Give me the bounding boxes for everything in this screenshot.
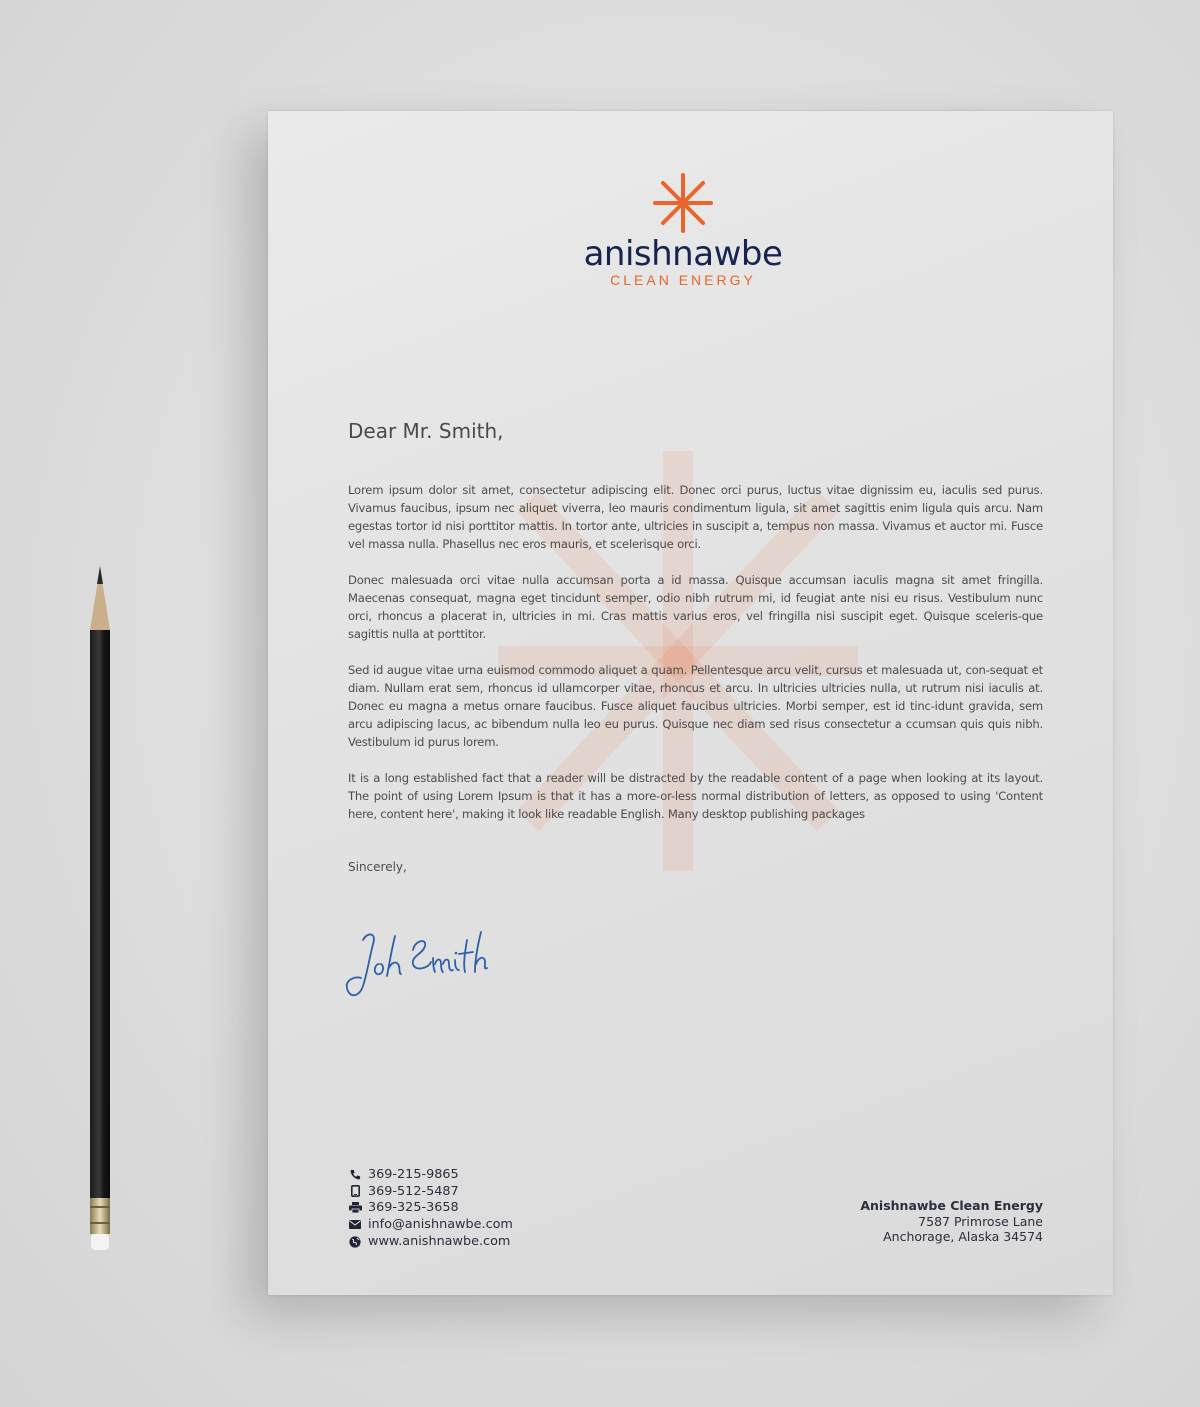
address-street: 7587 Primrose Lane <box>918 1213 1043 1229</box>
letter-closing: Sincerely, <box>348 860 407 874</box>
letter-greeting: Dear Mr. Smith, <box>348 419 504 443</box>
email-icon <box>348 1218 362 1232</box>
contact-list <box>348 1166 513 1250</box>
fax-icon <box>348 1201 362 1215</box>
letter-paragraph: Donec malesuada orci vitae nulla accumsan porta a id massa. Quisque accumsan iaculis magna sit amet fringilla. Maecenas consequat, magna eget tincidunt semper, odio nibh rutrum mi, id feugiat ante nisi eu risus. Vestibulum nunc orci, rhoncus a placerat in, ultricies in mi. Cras mattis varius eros, vel fringilla nisi suscipit eget. Quisque sceleris-que sagittis nulla at porttitor. <box>348 573 1043 641</box>
address-city: Anchorage, Alaska 34574 <box>883 1229 1043 1244</box>
fax-number[interactable]: 369-325-3658 <box>368 1200 459 1216</box>
company-logo <box>568 171 798 288</box>
phone-icon <box>348 1167 362 1181</box>
brand-tagline: CLEAN ENERGY <box>610 272 756 288</box>
pencil-image <box>80 560 130 1280</box>
contact-phone <box>348 1166 513 1183</box>
contact-fax <box>348 1200 513 1217</box>
letter-paragraph: Lorem ipsum dolor sit amet, consectetur adipiscing elit. Donec orci purus, luctus vitae dignissim eu, iaculis sed purus. Vivamus faucibus, ipsum nec aliquet viverra, leo mauris condimentum ligula, sit amet sagittis enim ligula quis arcu. Nam egestas tortor id nisi porttitor mattis. In tortor ante, ultricies in suscipit a, tempus non massa. Vivamus et auctor mi. Fusce vel massa nulla. Phasellus nec eros mauris, et scelerisque orci. <box>348 483 1043 551</box>
contact-website <box>348 1233 513 1250</box>
letter-paragraph: It is a long established fact that a reader will be distracted by the readable content of a page when looking at its layout. The point of using Lorem Ipsum is that it has a more-or-less normal distribution of letters, as opposed to using 'Content here, content here', making it look like readable English. Many desktop publishing packages <box>348 771 1043 821</box>
email-address[interactable]: info@anishnawbe.com <box>368 1217 513 1233</box>
mobile-number[interactable]: 369-512-5487 <box>368 1183 459 1199</box>
letter-body <box>348 481 1043 841</box>
contact-mobile <box>348 1183 513 1200</box>
contact-email <box>348 1216 513 1233</box>
website-url[interactable]: www.anishnawbe.com <box>368 1234 511 1250</box>
brand-name: anishnawbe <box>583 234 783 274</box>
globe-icon <box>348 1235 362 1249</box>
sun-star-icon <box>651 171 715 235</box>
letterhead-paper <box>268 111 1113 1295</box>
address-company: Anishnawbe Clean Energy <box>860 1198 1043 1213</box>
mobile-icon <box>348 1184 362 1198</box>
letter-paragraph: Sed id augue vitae urna euismod commodo aliquet a quam. Pellentesque arcu velit, cursus et malesuada ut, con-sequat et diam. Nullam erat sem, rhoncus id ullamcorper vitae, rhoncus et arcu. In ultricies ultricies nulla, ut rutrum nisi iaculis at. Donec eu magna a metus ornare faucibus. Fusce aliquet faucibus ultricies. Morbi semper, est id tinc-idunt gravida, sem arcu adipiscing lacus, ac bibendum nulla leo eu purus. Quisque nec diam sed risus consectetur a ccumsan quis quis nibh. Vestibulum id purus lorem. <box>348 663 1043 749</box>
handwritten-signature <box>343 926 503 1006</box>
company-address <box>860 1198 1043 1245</box>
phone-number[interactable]: 369-215-9865 <box>368 1166 459 1182</box>
